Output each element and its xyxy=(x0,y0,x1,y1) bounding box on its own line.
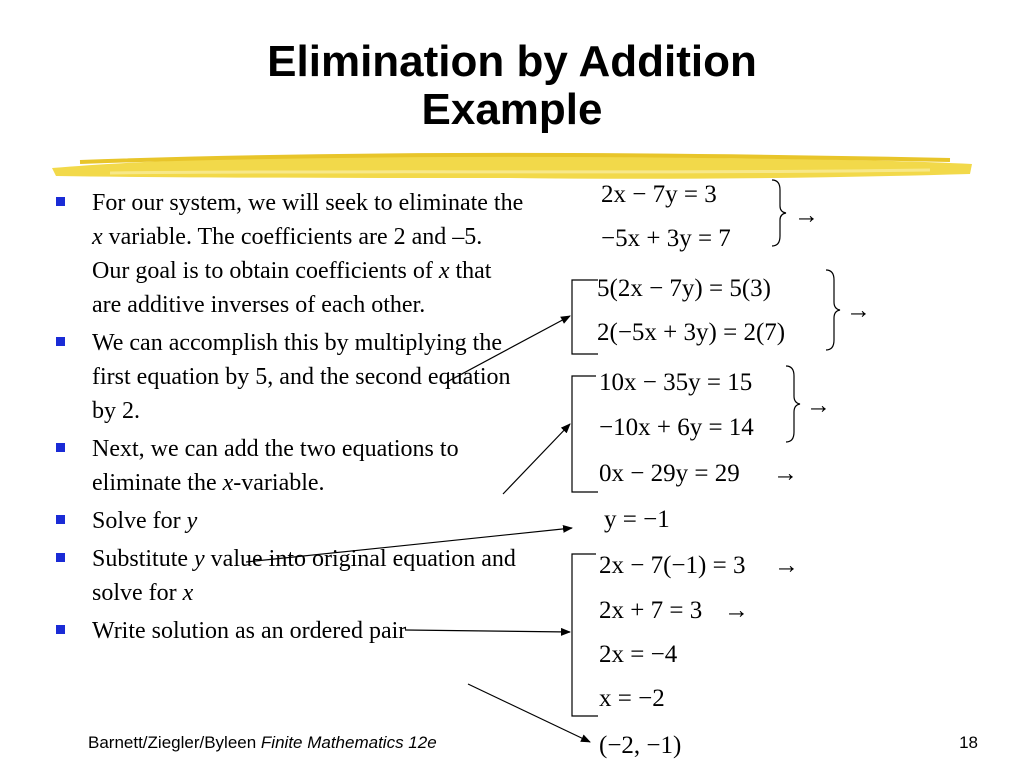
bullet-text: Write solution as an ordered pair xyxy=(92,618,407,644)
line-arrow-simplify: → xyxy=(724,597,749,624)
line-arrow-substitute: → xyxy=(774,552,799,579)
connector-arrow-1 xyxy=(445,316,570,383)
brace-arrow-3: → xyxy=(806,392,831,419)
line-arrow-sum: → xyxy=(773,460,798,487)
variable-symbol: x xyxy=(222,470,234,496)
bullet-text: Next, we can add the two equations to eliminate the xyxy=(92,436,459,496)
eq-original-1: 2x − 7y = 3 xyxy=(601,181,717,208)
brace-arrow-1: → xyxy=(794,202,819,229)
left-bracket-3 xyxy=(572,554,598,716)
eq-simplify-1: 2x + 7 = 3 xyxy=(599,597,703,624)
bullet-text: value into original equation and solve for xyxy=(92,546,516,606)
connector-arrow-4 xyxy=(405,630,570,632)
variable-symbol: y xyxy=(194,546,205,572)
eq-scaled-2: −10x + 6y = 14 xyxy=(599,414,754,441)
footer-authors: Barnett/Ziegler/Byleen xyxy=(88,733,261,752)
title-line-1: Elimination by Addition xyxy=(267,37,757,86)
eq-scaled-1: 10x − 35y = 15 xyxy=(599,369,753,396)
eq-y-solution: y = −1 xyxy=(604,506,670,533)
bullet-text: that are additive inverses of each other. xyxy=(92,258,492,318)
bullet-text: Solve for xyxy=(92,508,187,534)
connector-arrow-3 xyxy=(246,528,572,562)
eq-multiplied-2: 2(−5x + 3y) = 2(7) xyxy=(597,319,786,346)
connector-arrow-2 xyxy=(503,424,570,494)
variable-symbol: y xyxy=(186,508,198,534)
footer-book-title: Finite Mathematics 12e xyxy=(260,733,437,752)
right-brace-2 xyxy=(826,270,840,350)
page-number: 18 xyxy=(959,733,978,752)
right-brace-3 xyxy=(786,366,800,442)
eq-simplify-2: 2x = −4 xyxy=(599,641,678,668)
left-bracket-2 xyxy=(572,376,598,492)
footer-citation xyxy=(88,733,437,753)
bullet-text: Substitute xyxy=(92,546,195,572)
eq-substitute: 2x − 7(−1) = 3 xyxy=(599,552,746,579)
right-brace-1 xyxy=(772,180,786,246)
eq-multiplied-1: 5(2x − 7y) = 5(3) xyxy=(597,275,771,302)
eq-sum: 0x − 29y = 29 xyxy=(599,460,740,487)
bullet-text: For our system, we will seek to eliminate the xyxy=(92,190,524,216)
eq-ordered-pair: (−2, −1) xyxy=(599,732,682,759)
brace-arrow-2: → xyxy=(846,297,871,324)
title-line-2: Example xyxy=(421,85,603,134)
left-bracket-1 xyxy=(572,280,598,354)
variable-symbol: x xyxy=(438,258,450,284)
variable-symbol: x xyxy=(182,580,194,606)
eq-original-2: −5x + 3y = 7 xyxy=(601,225,731,252)
bullet-text: -variable. xyxy=(233,470,325,496)
eq-x-solution: x = −2 xyxy=(599,685,665,712)
variable-symbol: x xyxy=(92,224,103,250)
bullet-text: variable. The coefficients are 2 and –5. Our goal is to obtain coefficients of xyxy=(92,224,483,284)
bullet-text: We can accomplish this by multiplying the first equation by 5, and the second equation by 2. xyxy=(92,330,511,424)
